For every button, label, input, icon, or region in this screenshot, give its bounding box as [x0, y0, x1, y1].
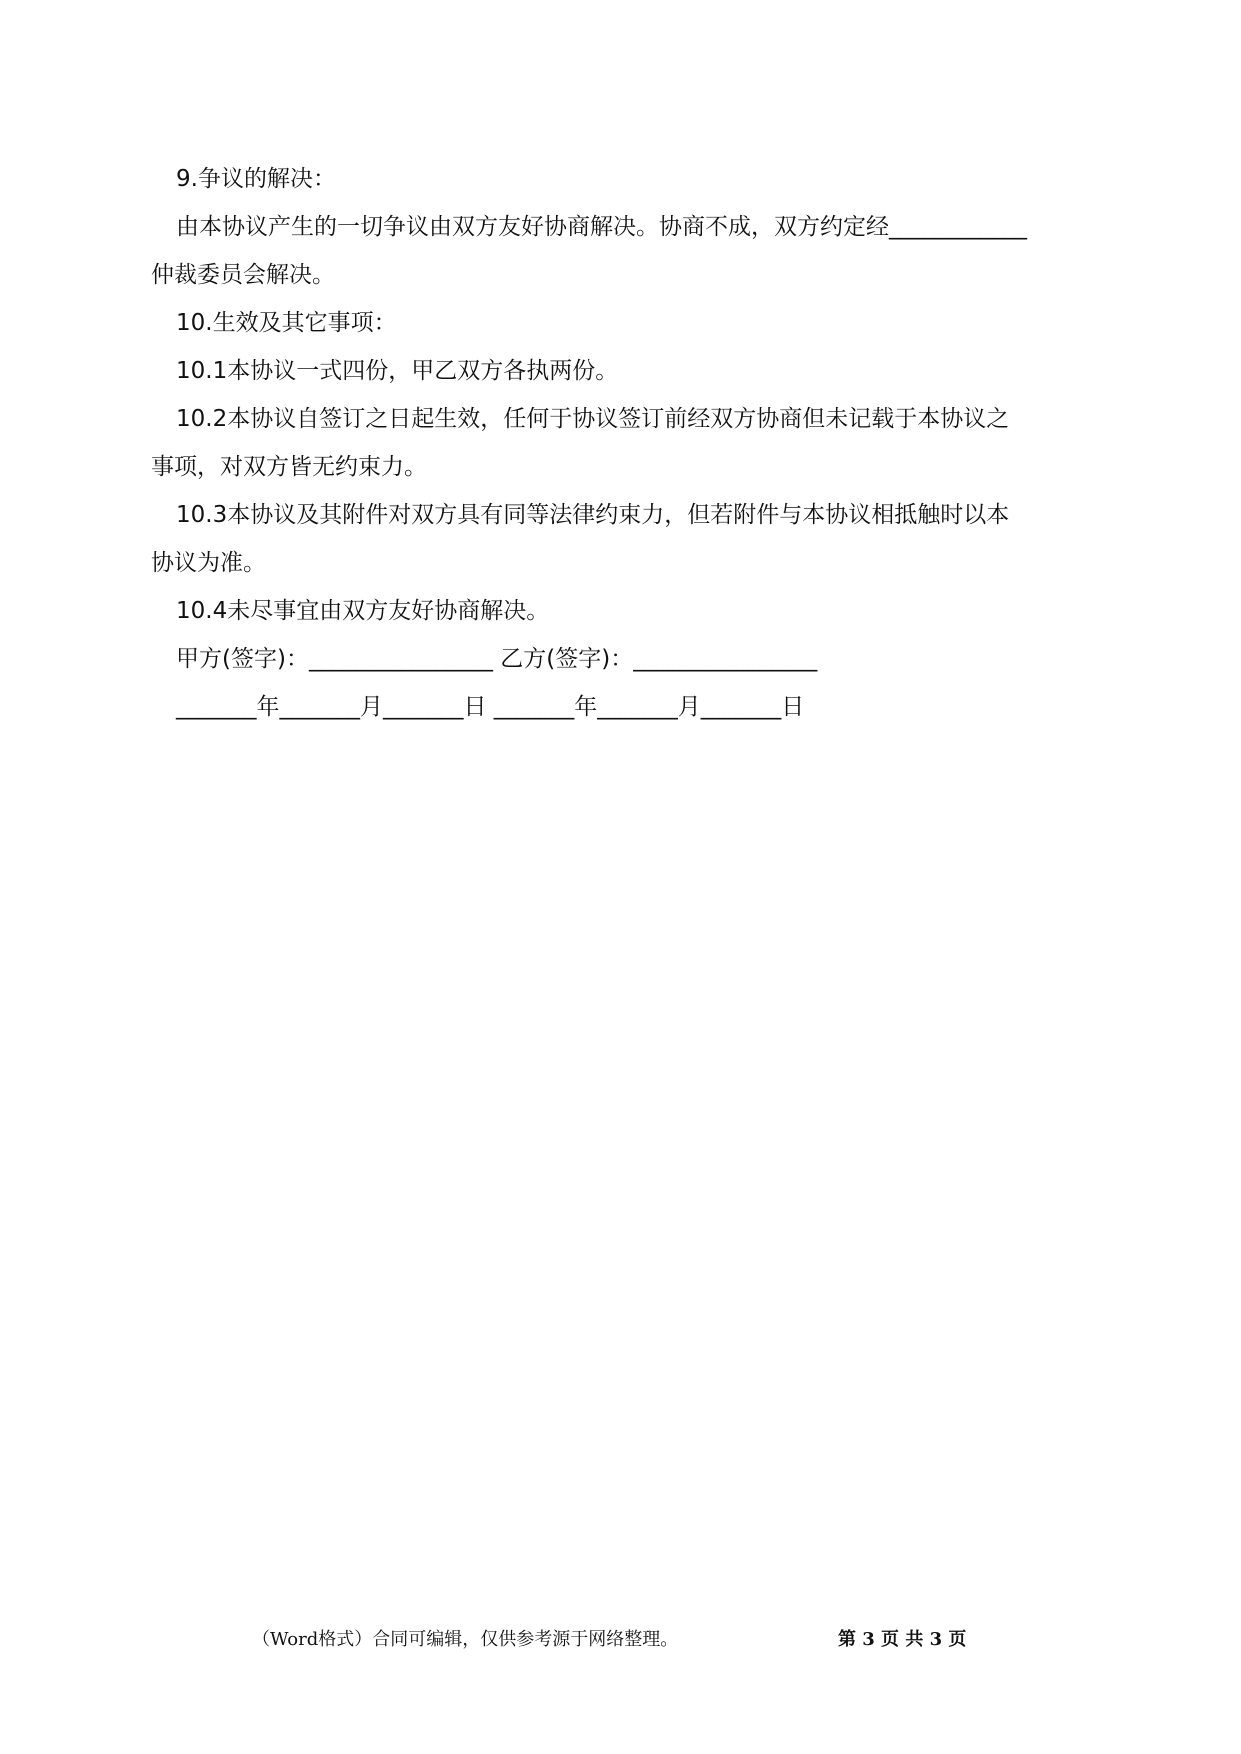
signature-line: 甲方(签字)：________________ 乙方(签字)：________________ [176, 646, 818, 672]
clause-10-3-line-1: 10.3本协议及其附件对双方具有同等法律约束力，但若附件与本协议相抵触时以本 [176, 502, 1010, 528]
section-9-heading: 9.争议的解决： [176, 166, 336, 192]
section-10-heading: 10.生效及其它事项： [176, 310, 397, 336]
document-body [151, 155, 1091, 731]
page-indicator: 第 3 页 共 3 页 [838, 1629, 967, 1650]
clause-10-3-line-2: 协议为准。 [151, 550, 266, 576]
clause-10-2-line-1: 10.2本协议自签订之日起生效，任何于协议签订前经双方协商但未记载于本协议之 [176, 406, 1010, 432]
section-9-body-line-2: 仲裁委员会解决。 [151, 262, 335, 288]
date-line: _______年_______月_______日 _______年_______月_______日 [176, 694, 805, 720]
section-9-body-line-1: 由本协议产生的一切争议由双方友好协商解决。协商不成，双方约定经____________ [176, 214, 1027, 240]
footer-note: （Word格式）合同可编辑，仅供参考源于网络整理。 [252, 1629, 679, 1650]
clause-10-4: 10.4未尽事宜由双方友好协商解决。 [176, 598, 550, 624]
clause-10-2-line-2: 事项，对双方皆无约束力。 [151, 454, 427, 480]
clause-10-1: 10.1本协议一式四份，甲乙双方各执两份。 [176, 358, 619, 384]
